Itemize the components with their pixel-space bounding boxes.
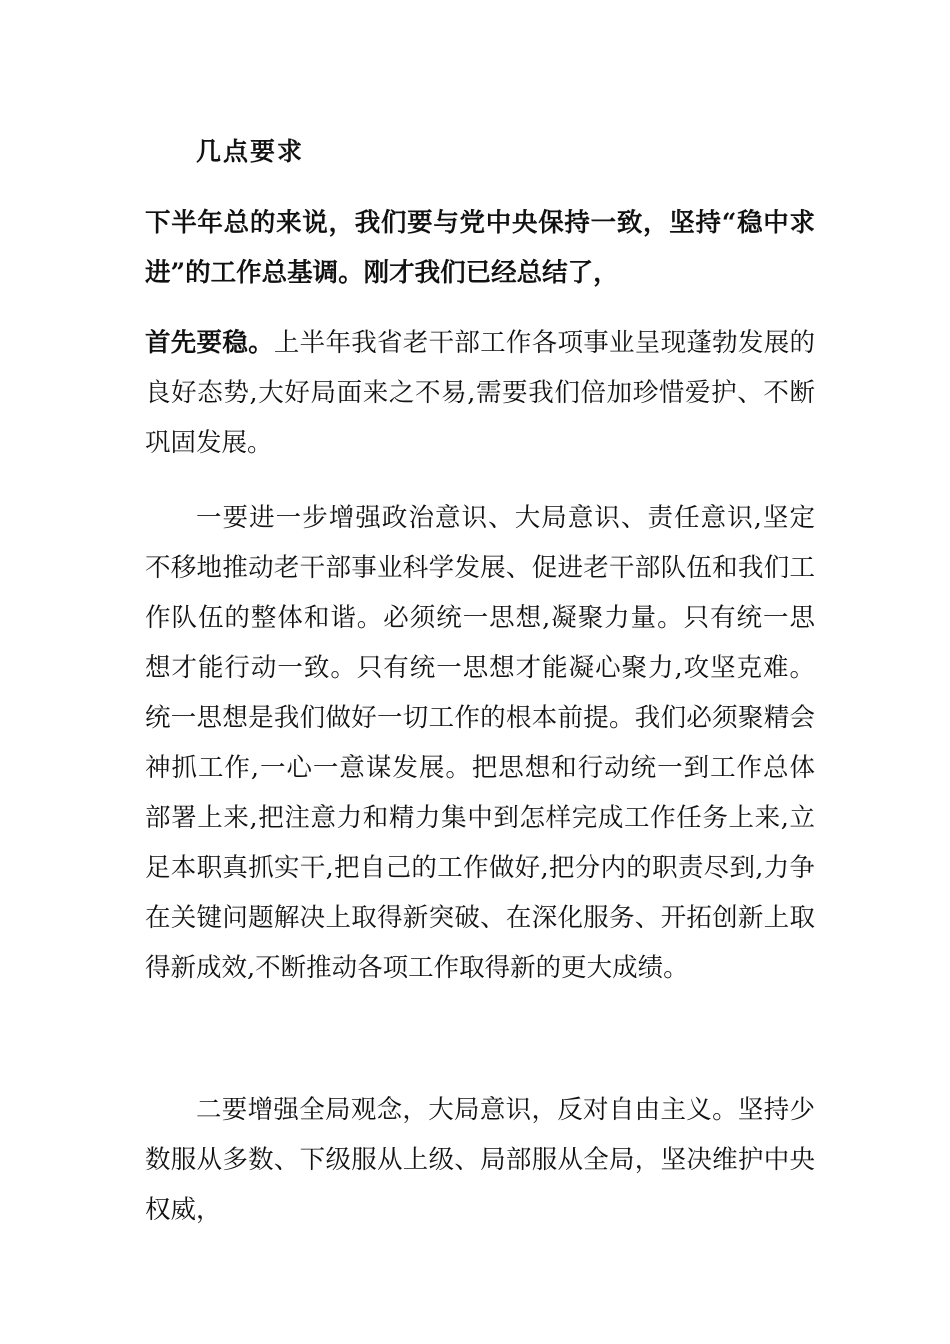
first-body-text: 上半年我省老干部工作各项事业呈现蓬勃发展的良好态势,大好局面来之不易,需要我们倍加珍惜爱护、不断巩固发展。 xyxy=(145,328,815,458)
point-one-paragraph: 一要进一步增强政治意识、大局意识、责任意识,坚定不移地推动老干部事业科学发展、促进老干部队伍和我们工作队伍的整体和谐。必须统一思想,凝聚力量。只有统一思想才能行动一致。只有统一思想才能凝心聚力,攻坚克难。统一思想是我们做好一切工作的根本前提。我们必须聚精会神抓工作,一心一意谋发展。把思想和行动统一到工作总体部署上来,把注意力和精力集中到怎样完成工作任务上来,立足本职真抓实干,把自己的工作做好,把分内的职责尽到,力争在关键问题解决上取得新突破、在深化服务、开拓创新上取得新成效,不断推动各项工作取得新的更大成绩。 xyxy=(145,503,815,983)
section-heading: 几点要求 xyxy=(196,137,305,166)
point-two-paragraph: 二要增强全局观念，大局意识，反对自由主义。坚持少数服从多数、下级服从上级、局部服从全局，坚决维护中央权威， xyxy=(145,1095,815,1225)
first-paragraph xyxy=(145,318,815,468)
first-lead-text: 首先要稳。 xyxy=(145,328,274,358)
intro-paragraph: 下半年总的来说，我们要与党中央保持一致，坚持“稳中求进”的工作总基调。刚才我们已经总结了， xyxy=(145,208,815,288)
